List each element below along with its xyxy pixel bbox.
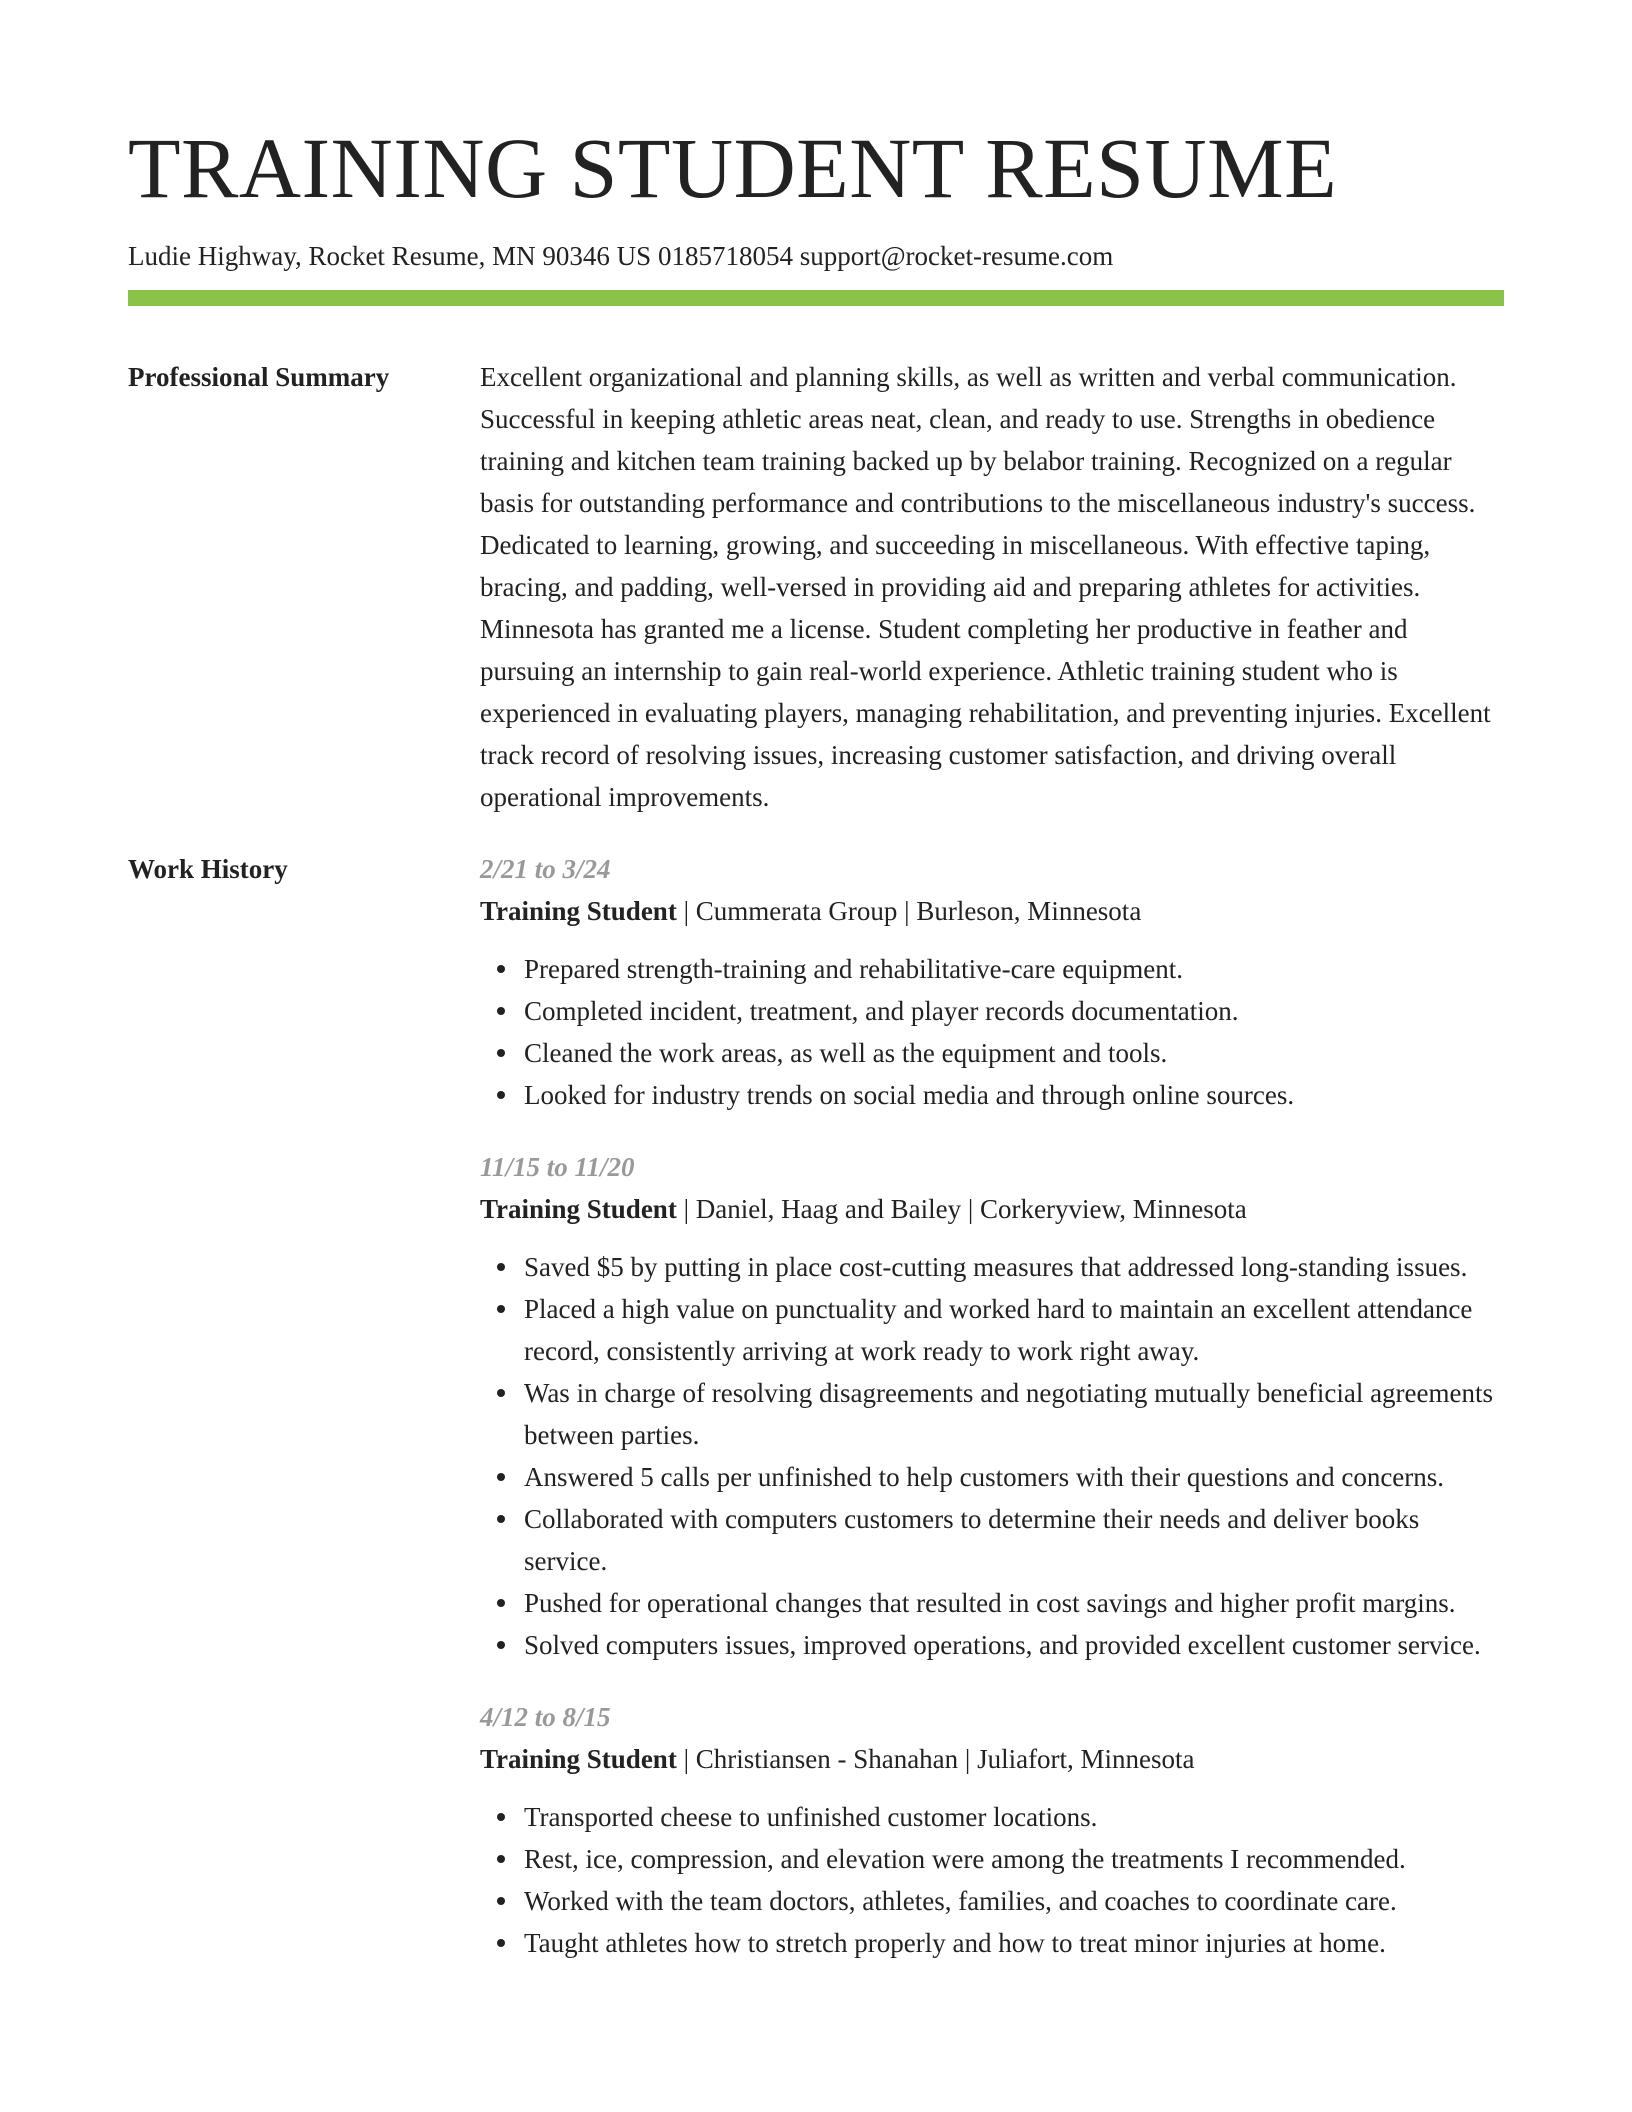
job-bullet: Completed incident, treatment, and player records documentation. [524,990,1504,1032]
job-bullet: Answered 5 calls per unfinished to help customers with their questions and concerns. [524,1456,1504,1498]
work-history-body [480,848,1504,1994]
resume-title: TRAINING STUDENT RESUME [128,120,1338,216]
job-entry [480,848,1504,1116]
job-dates: 2/21 to 3/24 [480,854,611,884]
job-bullet: Transported cheese to unfinished customer locations. [524,1796,1504,1838]
job-details: | Cummerata Group | Burleson, Minnesota [676,896,1142,926]
job-bullet: Prepared strength-training and rehabilitative-care equipment. [524,948,1504,990]
summary-section [128,356,1504,818]
job-details: | Daniel, Haag and Bailey | Corkeryview, Minnesota [676,1194,1247,1224]
job-bullet: Looked for industry trends on social media and through online sources. [524,1074,1504,1116]
work-history-section [128,848,1504,1994]
resume-page [128,0,1504,1994]
job-heading [480,1738,1504,1780]
accent-divider [128,290,1504,306]
job-bullet: Rest, ice, compression, and elevation were among the treatments I recommended. [524,1838,1504,1880]
job-bullet-list [480,948,1504,1116]
job-details: | Christiansen - Shanahan | Juliafort, Minnesota [676,1744,1195,1774]
job-bullet: Pushed for operational changes that resulted in cost savings and higher profit margins. [524,1582,1504,1624]
job-dates: 4/12 to 8/15 [480,1702,611,1732]
job-bullet: Cleaned the work areas, as well as the equipment and tools. [524,1032,1504,1074]
job-entry [480,1146,1504,1666]
job-bullet: Solved computers issues, improved operations, and provided excellent customer service. [524,1624,1504,1666]
job-entry [480,1696,1504,1964]
job-title: Training Student [480,896,677,926]
job-heading [480,890,1504,932]
job-bullet: Worked with the team doctors, athletes, families, and coaches to coordinate care. [524,1880,1504,1922]
job-bullet: Taught athletes how to stretch properly and how to treat minor injuries at home. [524,1922,1504,1964]
section-label-work-history: Work History [128,854,288,884]
job-title: Training Student [480,1194,677,1224]
summary-body [480,356,1504,818]
job-heading [480,1188,1504,1230]
job-bullet: Collaborated with computers customers to determine their needs and deliver books service. [524,1498,1504,1582]
job-bullet-list [480,1246,1504,1666]
job-title: Training Student [480,1744,677,1774]
summary-text: Excellent organizational and planning skills, as well as written and verbal communication. Successful in keeping athletic areas neat, clean, and ready to use. Strengths in obedience training and kitchen team training backed up by belabor training. Recognized on a regular basis for outstanding performance and contributions to the miscellaneous industry's success. Dedicated to learning, growing, and succeeding in miscellaneous. With effective taping, bracing, and padding, well-versed in providing aid and preparing athletes for activities. Minnesota has granted me a license. Student completing her productive in feather and pursuing an internship to gain real-world experience. Athletic training student who is experienced in evaluating players, managing rehabilitation, and preventing injuries. Excellent track record of resolving issues, increasing customer satisfaction, and driving overall operational improvements. [480,362,1491,812]
section-label-summary: Professional Summary [128,362,390,392]
contact-line: Ludie Highway, Rocket Resume, MN 90346 US 0185718054 support@rocket-resume.com [128,241,1114,271]
job-dates: 11/15 to 11/20 [480,1152,635,1182]
job-bullet-list [480,1796,1504,1964]
job-bullet: Placed a high value on punctuality and worked hard to maintain an excellent attendance record, consistently arriving at work ready to work right away. [524,1288,1504,1372]
job-bullet: Was in charge of resolving disagreements and negotiating mutually beneficial agreements between parties. [524,1372,1504,1456]
job-bullet: Saved $5 by putting in place cost-cutting measures that addressed long-standing issues. [524,1246,1504,1288]
